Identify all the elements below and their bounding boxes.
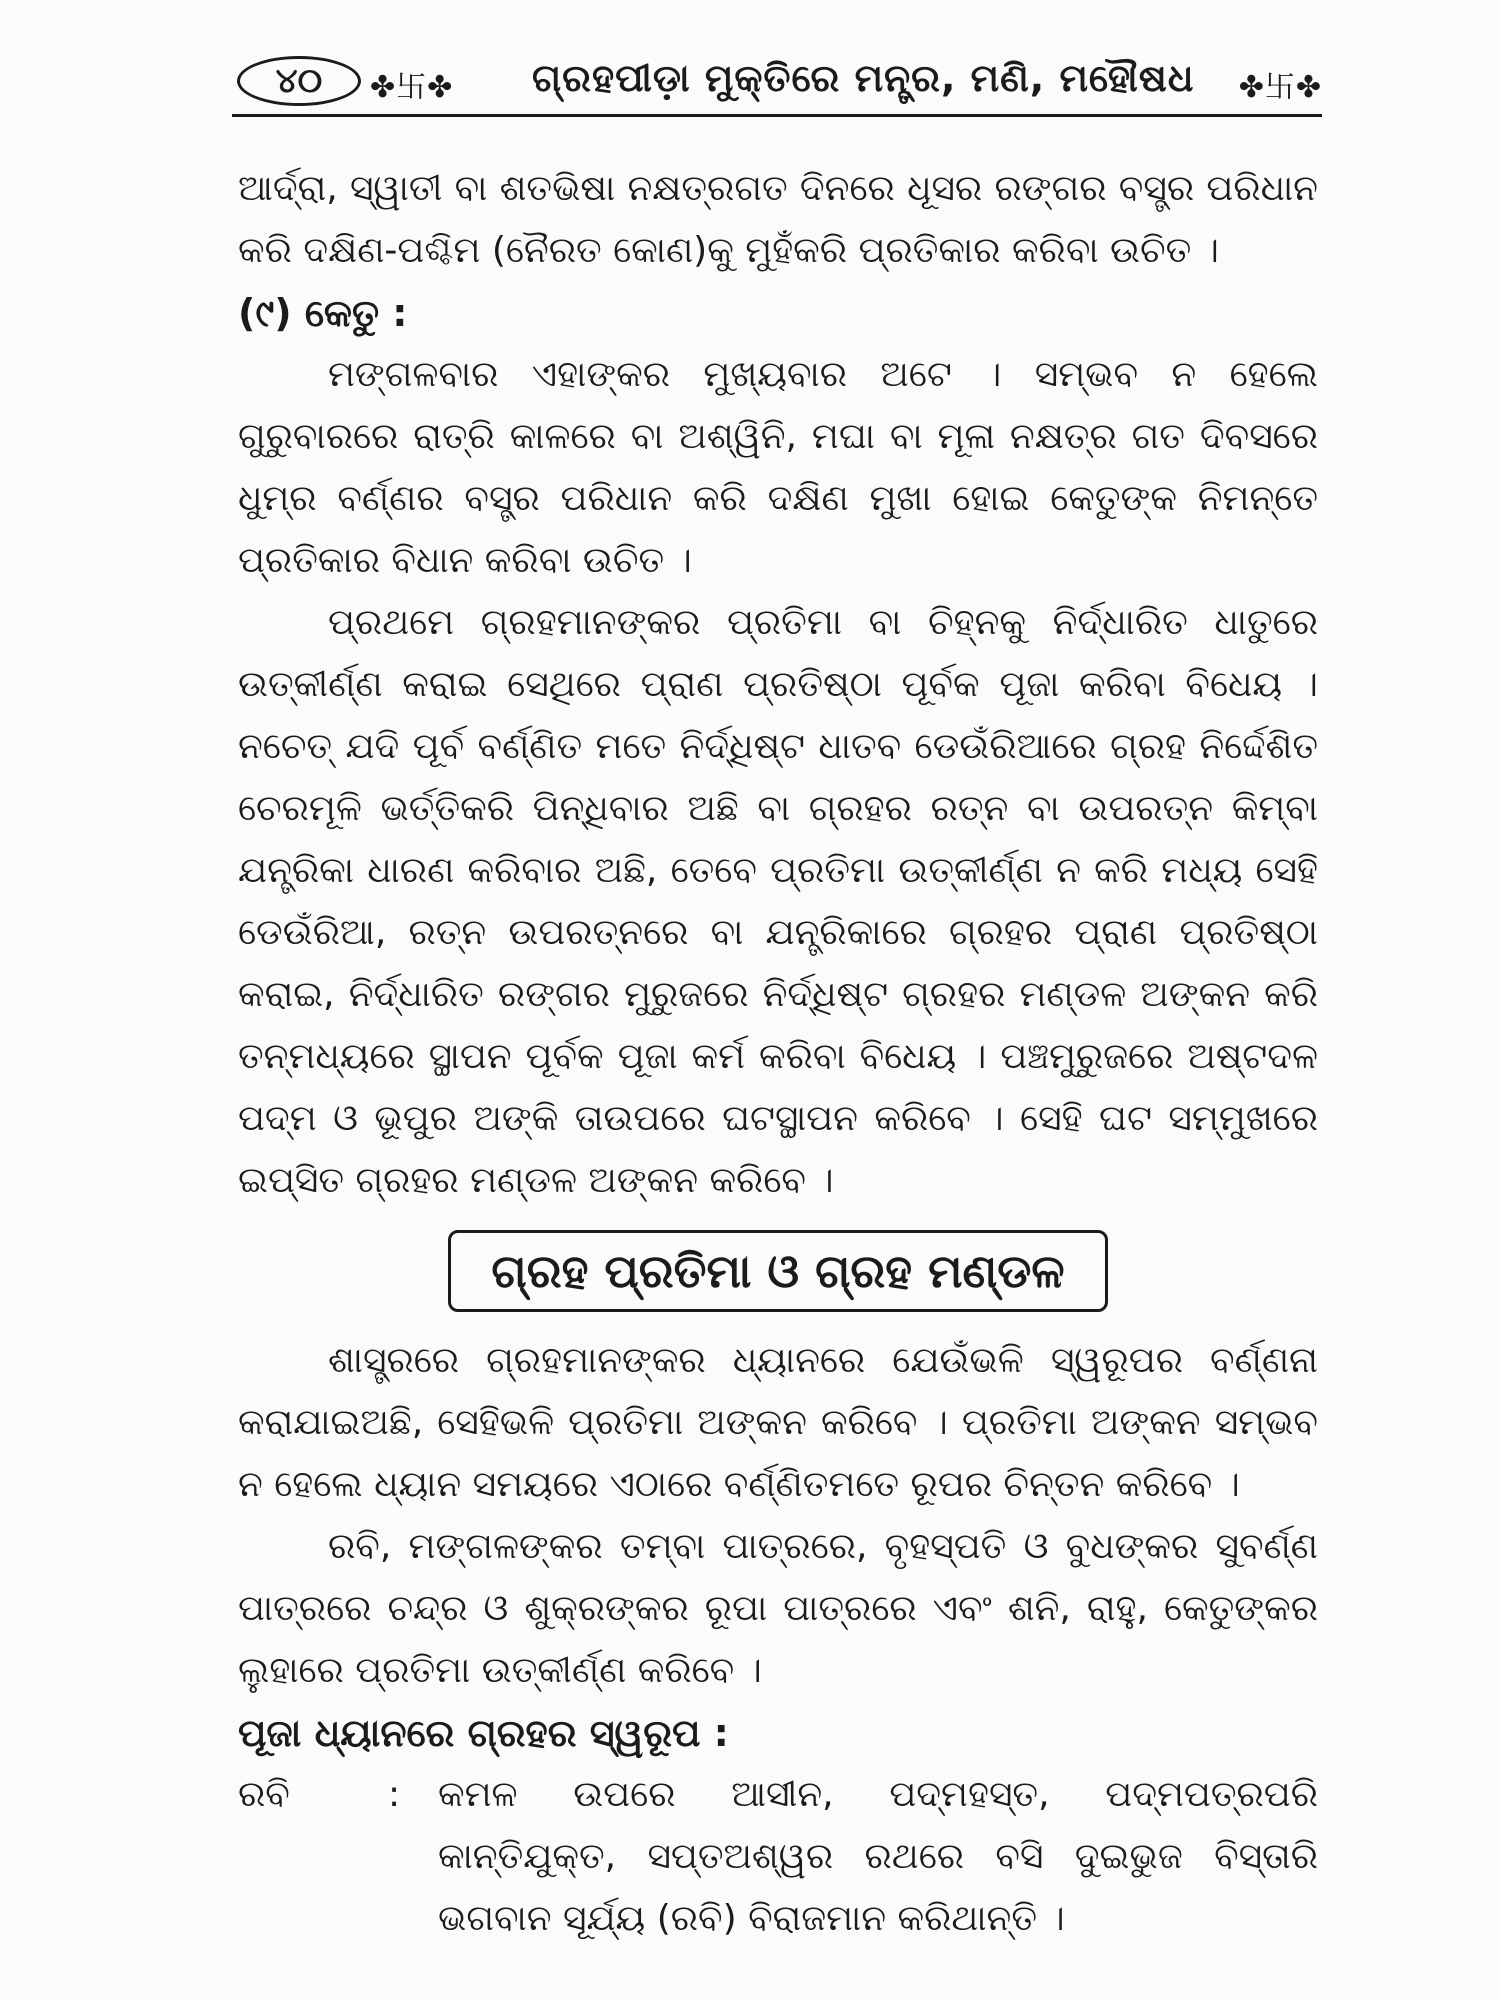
paragraph-continued: ଆର୍ଦ୍ରା, ସ୍ୱାତୀ ବା ଶତଭିଷା ନକ୍ଷତ୍ରଗତ ଦିନରେ ଧୂସର ରଙ୍ଗର ବସ୍ତ୍ର ପରିଧାନ କରି ଦକ୍ଷିଣ-ପଶ୍ଚିମ (ନୈରତ କୋଣ)କୁ ମୁହଁକରି ପ୍ରତିକାର କରିବା ଉଚିତ । (238, 168, 1318, 271)
entry-term: ରବି (238, 1774, 290, 1815)
paragraph-metals: ରବି, ମଙ୍ଗଳଙ୍କର ତମ୍ବା ପାତ୍ରରେ, ବୃହସ୍ପତି ଓ ବୁଧଙ୍କର ସୁବର୍ଣ୍ଣ ପାତ୍ରରେ ଚନ୍ଦ୍ର ଓ ଶୁକ୍ରଙ୍କର ରୂପା ପାତ୍ରରେ ଏବଂ ଶନି, ରାହୁ, କେତୁଙ୍କର ଲୁହାରେ ପ୍ରତିମା ଉତ୍କୀର୍ଣ୍ଣ କରିବେ । (238, 1526, 1318, 1691)
paragraph-ketu: ମଙ୍ଗଳବାର ଏହାଙ୍କର ମୁଖ୍ୟବାର ଅଟେ । ସମ୍ଭବ ନ ହେଲେ ଗୁରୁବାରରେ ରାତ୍ରି କାଳରେ ବା ଅଶ୍ୱିନି, ମଘା ବା ମୂଳା ନକ୍ଷତ୍ର ଗତ ଦିବସରେ ଧୁମ୍ର ବର୍ଣ୍ଣର ବସ୍ତ୍ର ପରିଧାନ କରି ଦକ୍ଷିଣ ମୁଖା ହୋଇ କେତୁଙ୍କ ନିମନ୍ତେ ପ୍ରତିକାର ବିଧାନ କରିବା ଉଚିତ । (238, 354, 1318, 581)
section-title: ଗ୍ରହ ପ୍ରତିମା ଓ ଗ୍ରହ ମଣ୍ଡଳ (448, 1230, 1107, 1312)
paragraph-dhyana: ଶାସ୍ତ୍ରରେ ଗ୍ରହମାନଙ୍କର ଧ୍ୟାନରେ ଯେଉଁଭଳି ସ୍ୱରୂପର ବର୍ଣ୍ଣନା କରାଯାଇଅଛି, ସେହିଭଳି ପ୍ରତିମା ଅଙ୍କନ କରିବେ । ପ୍ରତିମା ଅଙ୍କନ ସମ୍ଭବ ନ ହେଲେ ଧ୍ୟାନ ସମୟରେ ଏଠାରେ ବର୍ଣ୍ଣିତମତେ ରୂପର ଚିନ୍ତନ କରିବେ । (238, 1340, 1318, 1505)
running-title: ଗ୍ରହପୀଡ଼ା ମୁକ୍ତିରେ ମନ୍ତ୍ର, ମଣି, ମହୌଷଧ (532, 56, 1195, 100)
running-header (232, 46, 1322, 120)
page-number: ୪୦ (237, 56, 361, 106)
entry-ravi (238, 1764, 1318, 1950)
paragraph-pratima-method: ପ୍ରଥମେ ଗ୍ରହମାନଙ୍କର ପ୍ରତିମା ବା ଚିହ୍ନକୁ ନିର୍ଦ୍ଧାରିତ ଧାତୁରେ ଉତ୍କୀର୍ଣ୍ଣ କରାଇ ସେଥିରେ ପ୍ରାଣ ପ୍ରତିଷ୍ଠା ପୂର୍ବକ ପୂଜା କରିବା ବିଧେୟ । ନଚେତ୍ ଯଦି ପୂର୍ବ ବର୍ଣ୍ଣିତ ମତେ ନିର୍ଦ୍ଧିଷ୍ଟ ଧାତବ ଡେଉଁରିଆରେ ଗ୍ରହ ନିର୍ଦ୍ଦେଶିତ ଚେରମୂଳି ଭର୍ତ୍ତିକରି ପିନ୍ଧିବାର ଅଛି ବା ଗ୍ରହର ରତ୍ନ ବା ଉପରତ୍ନ କିମ୍ବା ଯନ୍ତ୍ରିକା ଧାରଣ କରିବାର ଅଛି, ତେବେ ପ୍ରତିମା ଉତ୍କୀର୍ଣ୍ଣ ନ କରି ମଧ୍ୟ ସେହି ଡେଉଁରିଆ, ରତ୍ନ ଉପରତ୍ନରେ ବା ଯନ୍ତ୍ରିକାରେ ଗ୍ରହର ପ୍ରାଣ ପ୍ରତିଷ୍ଠା କରାଇ, ନିର୍ଦ୍ଧାରିତ ରଙ୍ଗର ମୁରୁଜରେ ନିର୍ଦ୍ଧିଷ୍ଟ ଗ୍ରହର ମଣ୍ଡଳ ଅଙ୍କନ କରି ତନ୍ମଧ୍ୟରେ ସ୍ଥାପନ ପୂର୍ବକ ପୂଜା କର୍ମ କରିବା ବିଧେୟ । ପଞ୍ଚମୁରୁଜରେ ଅଷ୍ଟଦଳ ପଦ୍ମ ଓ ଭୂପୁର ଅଙ୍କି ତାଉପରେ ଘଟସ୍ଥାପନ କରିବେ । ସେହି ଘଟ ସମ୍ମୁଖରେ ଇପ୍ସିତ ଗ୍ରହର ମଣ୍ଡଳ ଅଙ୍କନ କରିବେ । (238, 602, 1318, 1201)
header-rule (232, 114, 1322, 117)
entry-description: କମଳ ଉପରେ ଆସୀନ, ପଦ୍ମହସ୍ତ, ପଦ୍ମପତ୍ରପରି କାନ୍ତିଯୁକ୍ତ, ସପ୍ତଅଶ୍ୱର ରଥରେ ବସି ଦୁଇଭୁଜ ବିସ୍ତାରି ଭଗବାନ ସୂର୍ଯ୍ୟ (ରବି) ବିରାଜମାନ କରିଥାନ୍ତି । (438, 1774, 1318, 1939)
entry-colon: : (388, 1774, 401, 1815)
ornament-right-icon: ✤卐✤ (1238, 70, 1322, 105)
ornament-left-icon: ✤卐✤ (370, 70, 454, 105)
heading-ketu: (୯) କେତୁ : (238, 291, 408, 335)
heading-puja-dhyana: ପୂଜା ଧ୍ୟାନରେ ଗ୍ରହର ସ୍ୱରୂପ : (238, 1711, 729, 1755)
section-title-wrap (238, 1230, 1318, 1312)
page-body (238, 158, 1318, 1950)
